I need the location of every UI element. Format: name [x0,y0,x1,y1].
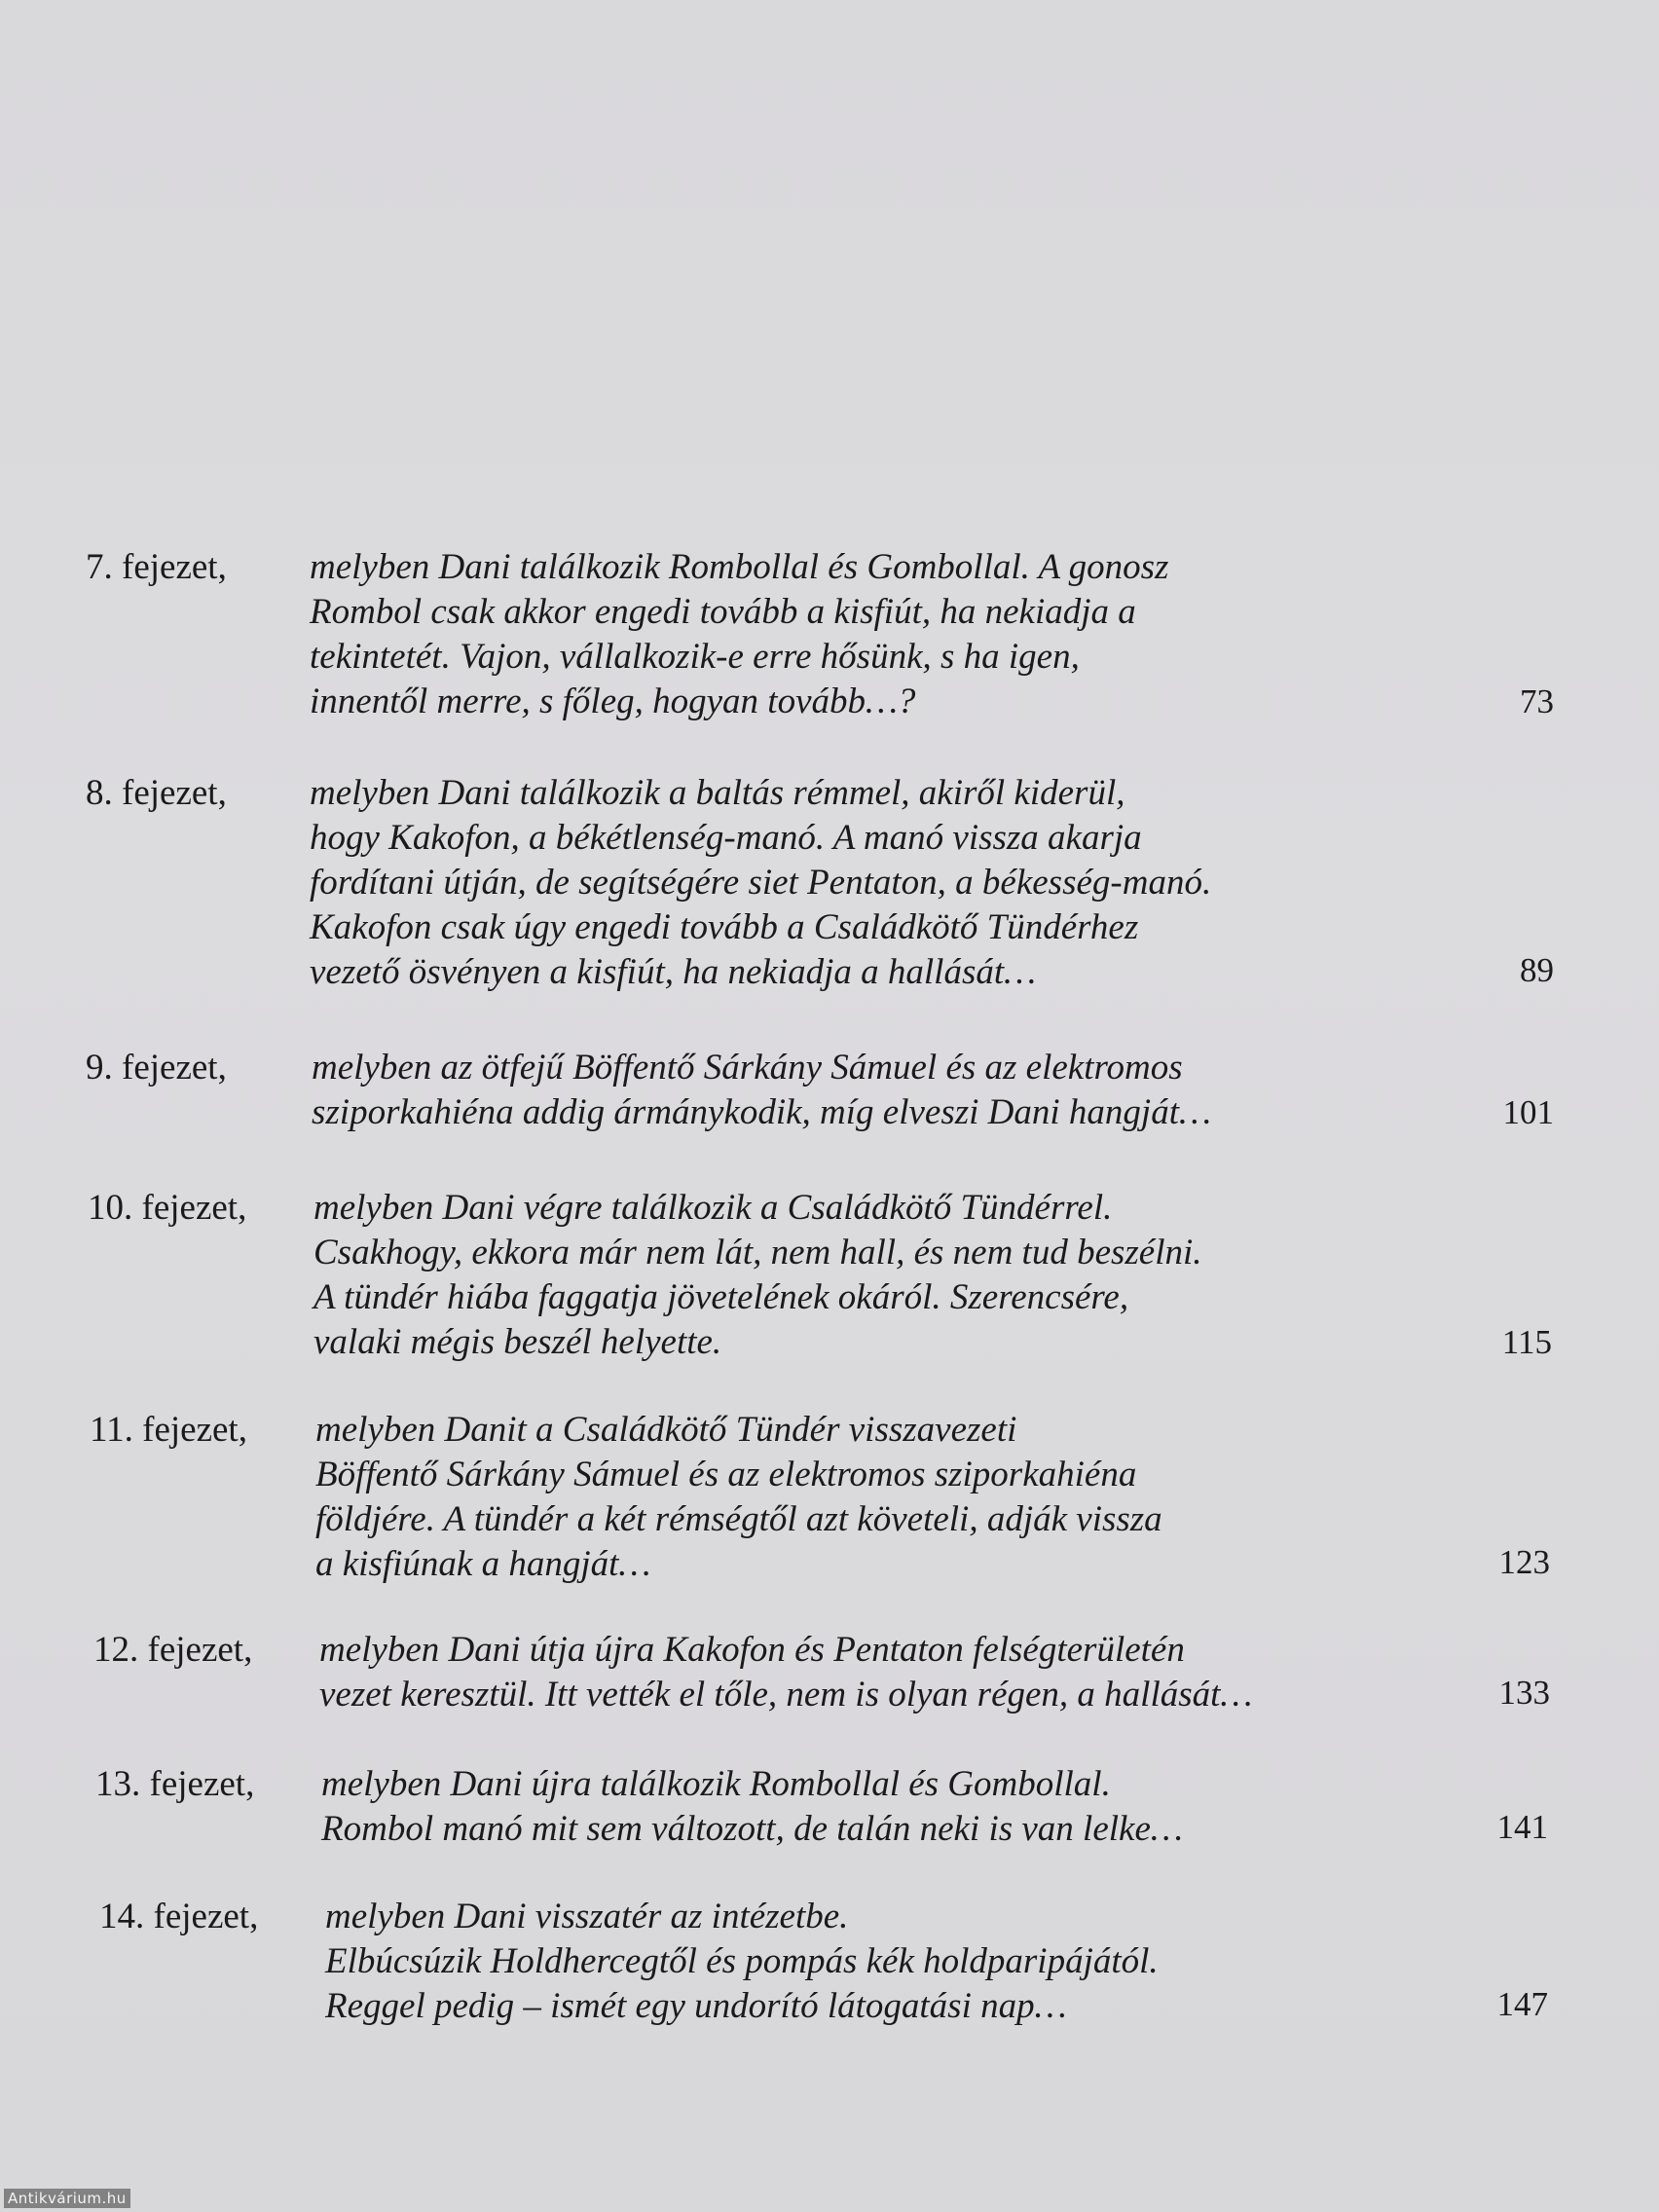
page-number: 123 [1498,1543,1550,1581]
chapter-description [312,1046,1363,1135]
description-line: Rombol csak akkor engedi tovább a kisfiút, ha nekiadja a [310,592,1136,632]
page-number: 73 [1520,682,1554,720]
chapter-label: 7. fejezet, [86,547,227,587]
chapter-label: 9. fejezet, [86,1048,227,1088]
description-line: vezet keresztül. Itt vették el tőle, nem is olyan régen, a hallását… [319,1675,1253,1714]
page-number: 147 [1496,1985,1548,2023]
chapter-description [315,1408,1367,1587]
description-line: földjére. A tündér a két rémségtől azt követeli, adják vissza [315,1499,1162,1539]
description-line: valaki mégis beszél helyette. [313,1322,722,1362]
description-line: a kisfiúnak a hangját… [315,1544,651,1584]
description-line: fordítani útján, de segítségére siet Pentaton, a békesség-manó. [310,863,1212,903]
description-line: sziporkahiéna addig ármánykodik, míg elveszi Dani hangját… [312,1092,1211,1132]
chapter-label: 12. fejezet, [93,1630,253,1670]
description-line: Böffentő Sárkány Sámuel és az elektromos sziporkahiéna [315,1455,1137,1494]
description-line: melyben Dani újra találkozik Rombollal és Gombollal. [321,1764,1111,1804]
chapter-label: 8. fejezet, [86,773,227,813]
page-number: 133 [1498,1674,1550,1712]
description-line: Kakofon csak úgy engedi tovább a Családkötő Tündérhez [310,907,1139,947]
page-number: 141 [1496,1808,1548,1846]
description-line: innentől merre, s főleg, hogyan tovább…? [310,682,916,721]
watermark-logo: Antikvárium.hu [4,2189,130,2208]
description-line: Elbúcsúzik Holdhercegtől és pompás kék holdparipájától. [325,1941,1159,1981]
page-number: 101 [1502,1093,1554,1131]
chapter-description [310,771,1361,995]
description-line: melyben Dani visszatér az intézetbe. [325,1897,849,1936]
description-line: A tündér hiába faggatja jövetelének okáról. Szerencsére, [313,1277,1129,1317]
description-line: melyben Dani találkozik a baltás rémmel, akiről kiderül, [310,773,1125,813]
chapter-label: 11. fejezet, [90,1410,247,1450]
description-line: melyben Danit a Családkötő Tündér visszavezeti [315,1410,1017,1450]
chapter-label: 13. fejezet, [95,1764,255,1804]
chapter-label: 10. fejezet, [88,1188,247,1228]
chapter-description [321,1762,1373,1852]
description-line: vezető ösvényen a kisfiút, ha nekiadja a hallását… [310,952,1037,992]
description-line: melyben Dani találkozik Rombollal és Gombollal. A gonosz [310,547,1169,587]
description-line: melyben Dani végre találkozik a Családkötő Tündérrel. [313,1188,1113,1228]
description-line: hogy Kakofon, a békétlenség-manó. A manó vissza akarja [310,818,1142,858]
chapter-description [325,1895,1377,2029]
description-line: tekintetét. Vajon, vállalkozik-e erre hősünk, s ha igen, [310,637,1080,677]
description-line: melyben Dani útja újra Kakofon és Pentaton felségterületén [319,1630,1185,1670]
chapter-description [310,545,1361,724]
chapter-description [319,1628,1371,1717]
description-line: Csakhogy, ekkora már nem lát, nem hall, és nem tud beszélni. [313,1233,1202,1272]
chapter-label: 14. fejezet, [99,1897,259,1936]
description-line: Rombol manó mit sem változott, de talán neki is van lelke… [321,1809,1183,1849]
chapter-description [313,1186,1365,1365]
page-number: 115 [1501,1323,1552,1361]
description-line: Reggel pedig – ismét egy undorító látogatási nap… [325,1986,1067,2026]
description-line: melyben az ötfejű Böffentő Sárkány Sámuel és az elektromos [312,1048,1183,1088]
page-number: 89 [1520,951,1554,989]
